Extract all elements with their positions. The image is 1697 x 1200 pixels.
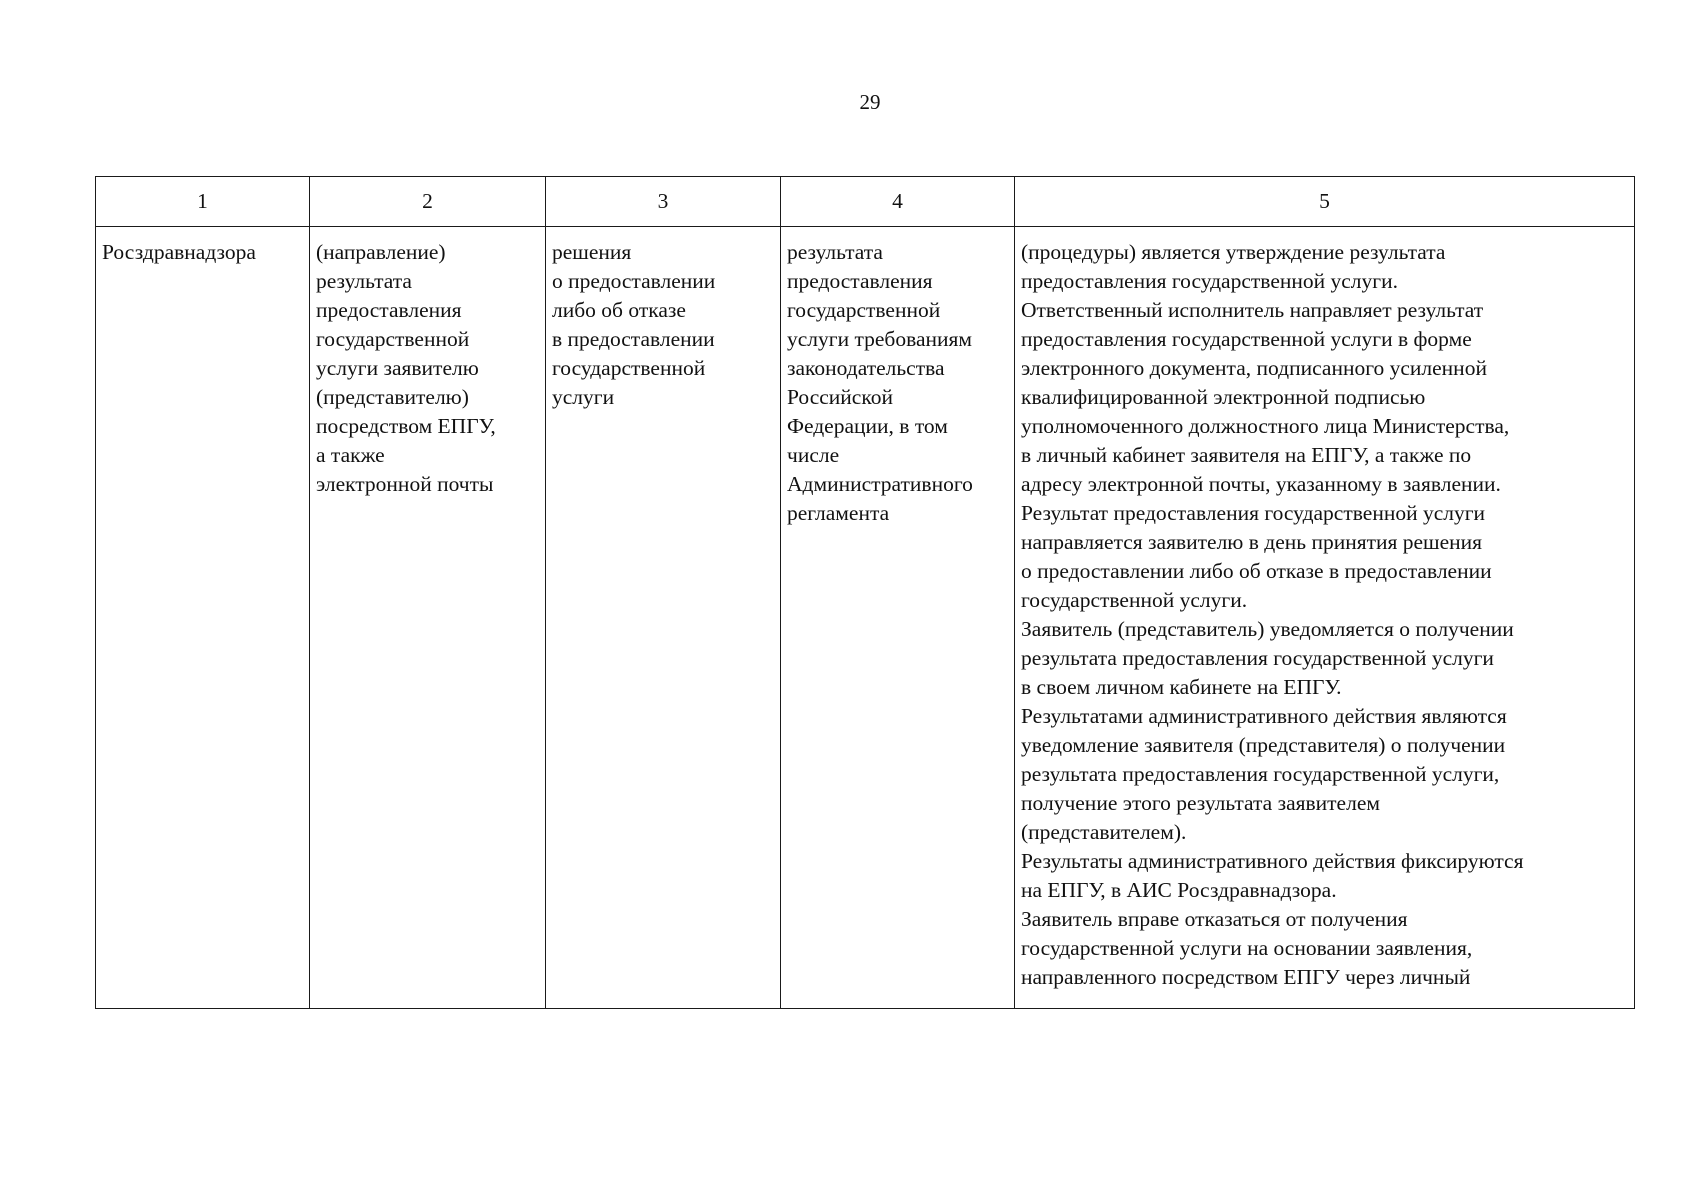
cell-text-col2: (направление) результата предоставления государственной услуги заявителю (представителю) посредством ЕПГУ, а также электронной почты — [316, 240, 496, 496]
column-number-3: 3 — [546, 177, 781, 227]
page-number: 29 — [859, 90, 881, 114]
column-number-5: 5 — [1015, 177, 1635, 227]
table-cell-col4 — [781, 227, 1015, 1009]
cell-text-col3: решения о предоставлении либо об отказе в предоставлении государственной услуги — [552, 240, 716, 409]
table-cell-col5 — [1015, 227, 1635, 1009]
table-cell-col3 — [546, 227, 781, 1009]
table-row — [96, 227, 1635, 1009]
column-number-1: 1 — [96, 177, 310, 227]
table-cell-col2 — [310, 227, 546, 1009]
cell-text-col1: Росздравнадзора — [102, 240, 256, 264]
cell-text-col5: (процедуры) является утверждение результата предоставления государственной услуги. Ответственный исполнитель направляет результат предоставления государственной услуги в форме электронного документа, подписанного усиленной квалифицированной электронной подписью уполномоченного должностного лица Министерства, в личный кабинет заявителя на ЕПГУ, а также по адресу электронной почты, указанному в заявлении. Результат предоставления государственной услуги направляется заявителю в день принятия решения о предоставлении либо об отказе в предоставлении государственной услуги. Заявитель (представитель) уведомляется о получении результата предоставления государственной услуги в своем личном кабинете на ЕПГУ. Результатами административного действия являются уведомление заявителя (представителя) о получении результата предоставления государственной услуги, получение этого результата заявителем (представителем). Результаты административного действия фиксируются на ЕПГУ, в АИС Росздравнадзора. Заявитель вправе отказаться от получения государственной услуги на основании заявления, направленного посредством ЕПГУ через личный — [1021, 240, 1524, 989]
column-number-4: 4 — [781, 177, 1015, 227]
column-number-2: 2 — [310, 177, 546, 227]
procedure-table — [95, 176, 1635, 1009]
table-header-row — [96, 177, 1635, 227]
cell-text-col4: результата предоставления государственной услуги требованиям законодательства Российской Федерации, в том числе Административного регламента — [787, 240, 973, 525]
table-cell-col1 — [96, 227, 310, 1009]
